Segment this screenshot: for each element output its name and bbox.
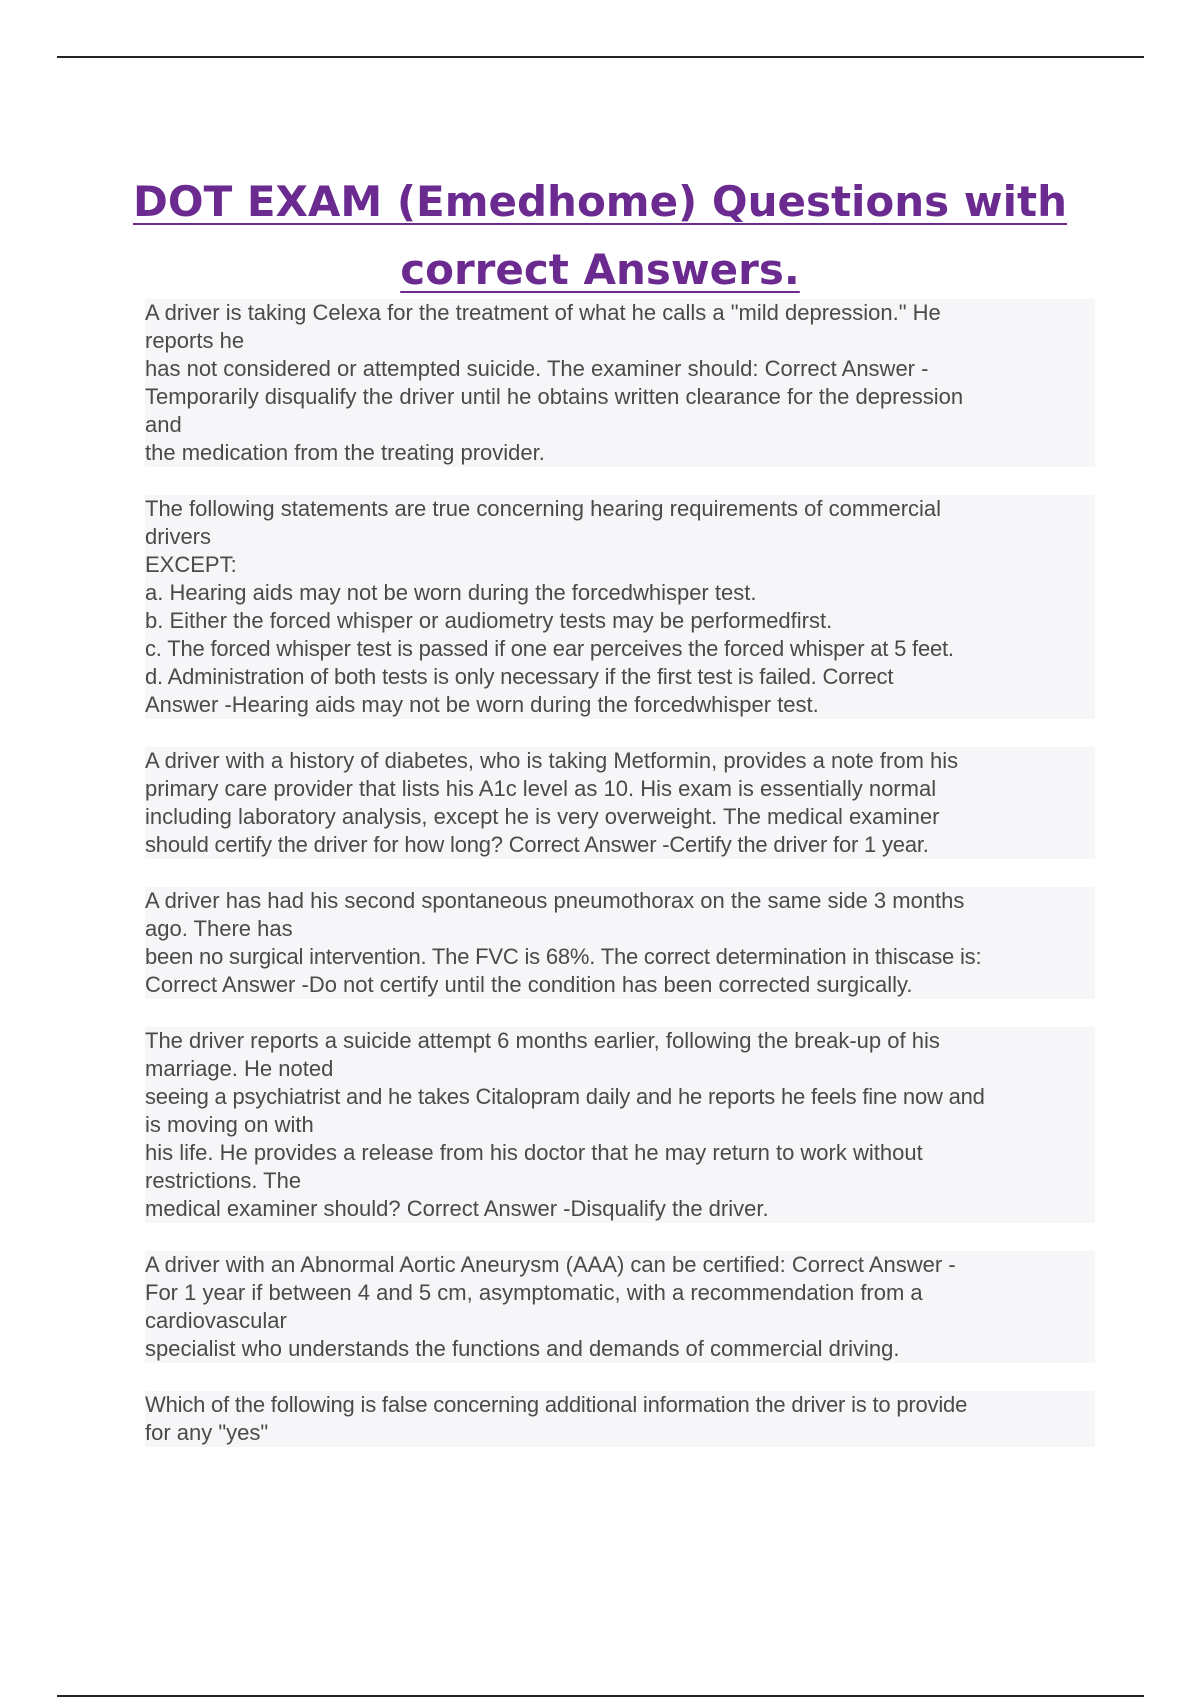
text-line: his life. He provides a release from his doctor that he may return to work without	[145, 1139, 1095, 1167]
text-line: c. The forced whisper test is passed if one ear perceives the forced whisper at 5 feet.	[145, 635, 1095, 663]
text-line: Which of the following is false concerning additional information the driver is to provide	[145, 1391, 1095, 1419]
text-line: ago. There has	[145, 915, 1095, 943]
question-block-5	[145, 1027, 1095, 1223]
text-line: is moving on with	[145, 1111, 1095, 1139]
text-line: Answer -Hearing aids may not be worn during the forcedwhisper test.	[145, 691, 1095, 719]
text-line: For 1 year if between 4 and 5 cm, asymptomatic, with a recommendation from a	[145, 1279, 1095, 1307]
text-line: The following statements are true concerning hearing requirements of commercial	[145, 495, 1095, 523]
text-line: has not considered or attempted suicide. The examiner should: Correct Answer -	[145, 355, 1095, 383]
text-line: A driver with a history of diabetes, who is taking Metformin, provides a note from his	[145, 747, 1095, 775]
text-line: EXCEPT:	[145, 551, 1095, 579]
text-line: d. Administration of both tests is only necessary if the first test is failed. Correct	[145, 663, 1095, 691]
text-line: Temporarily disqualify the driver until he obtains written clearance for the depression	[145, 383, 1095, 411]
text-line: including laboratory analysis, except he is very overweight. The medical examiner	[145, 803, 1095, 831]
text-line: a. Hearing aids may not be worn during the forcedwhisper test.	[145, 579, 1095, 607]
title-line-2: correct Answers.	[400, 245, 800, 295]
text-line: cardiovascular	[145, 1307, 1095, 1335]
question-block-6	[145, 1251, 1095, 1363]
text-line: The driver reports a suicide attempt 6 months earlier, following the break-up of his	[145, 1027, 1095, 1055]
text-line: drivers	[145, 523, 1095, 551]
text-line: restrictions. The	[145, 1167, 1095, 1195]
text-line: the medication from the treating provider.	[145, 439, 1095, 467]
text-line: specialist who understands the functions and demands of commercial driving.	[145, 1335, 1095, 1363]
document-title	[100, 168, 1100, 304]
question-block-2	[145, 495, 1095, 719]
text-line: Correct Answer -Do not certify until the condition has been corrected surgically.	[145, 971, 1095, 999]
document-body	[145, 299, 1095, 1475]
text-line: b. Either the forced whisper or audiometry tests may be performedfirst.	[145, 607, 1095, 635]
question-block-7	[145, 1391, 1095, 1447]
text-line: reports he	[145, 327, 1095, 355]
text-line: for any "yes"	[145, 1419, 1095, 1447]
question-block-1	[145, 299, 1095, 467]
text-line: A driver with an Abnormal Aortic Aneurysm (AAA) can be certified: Correct Answer -	[145, 1251, 1095, 1279]
bottom-rule	[57, 1695, 1144, 1697]
text-line: been no surgical intervention. The FVC is 68%. The correct determination in thiscase is:	[145, 943, 1095, 971]
text-line: and	[145, 411, 1095, 439]
top-rule	[57, 56, 1144, 58]
text-line: primary care provider that lists his A1c level as 10. His exam is essentially normal	[145, 775, 1095, 803]
question-block-3	[145, 747, 1095, 859]
text-line: marriage. He noted	[145, 1055, 1095, 1083]
title-line-1: DOT EXAM (Emedhome) Questions with	[133, 177, 1067, 227]
text-line: should certify the driver for how long? Correct Answer -Certify the driver for 1 year.	[145, 831, 1095, 859]
question-block-4	[145, 887, 1095, 999]
text-line: seeing a psychiatrist and he takes Citalopram daily and he reports he feels fine now and	[145, 1083, 1095, 1111]
text-line: A driver has had his second spontaneous pneumothorax on the same side 3 months	[145, 887, 1095, 915]
text-line: medical examiner should? Correct Answer -Disqualify the driver.	[145, 1195, 1095, 1223]
text-line: A driver is taking Celexa for the treatment of what he calls a "mild depression." He	[145, 299, 1095, 327]
